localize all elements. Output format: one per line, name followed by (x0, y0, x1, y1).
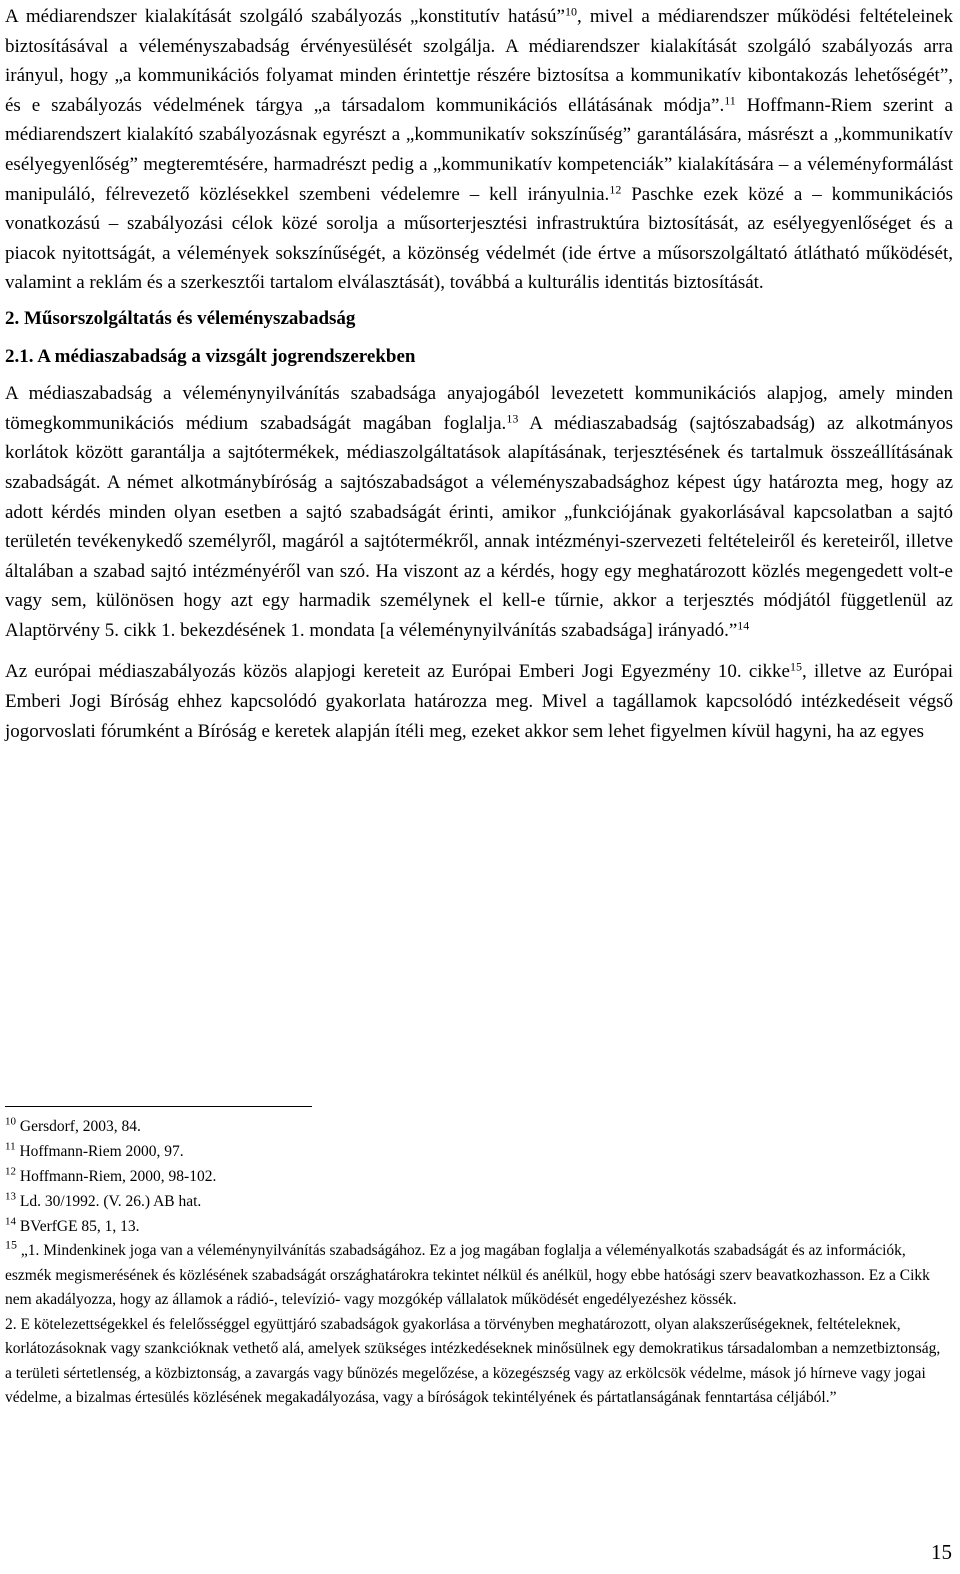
text-run: Az európai médiaszabályozás közös alapjogi kereteit az Európai Emberi Jogi Egyezmény 10. cikke (5, 661, 790, 683)
footnote-number: 11 (5, 1140, 16, 1153)
page-number: 15 (931, 1540, 952, 1564)
footnote-text: BVerfGE 85, 1, 13. (19, 1218, 140, 1235)
text-run: Hoffmann-Riem szerint a médiarendszert kialakító szabályozásnak egyrészt a „kommunikatív sokszínűség” garantálására, másrészt a „kommunikatív esélyegyenlőség” megteremtésére, harmadrészt pedig a „kommunikatív kompetenciák” kialakítására – a véleményformálást manipuláló, félrevezető közlésekkel szembeni védelemre – kell irányulnia. (5, 94, 953, 205)
footnote-text: „1. Mindenkinek joga van a véleménynyilvánítás szabadságához. Ez a jog magában foglalja a véleményalkotás szabadságát és az információk, eszmék megismerésének és közlésének szabadságát országhatárokra tekintet nélkül és anélkül, hogy ebbe hatósági szerv beavatkozhasson. Ez a Cikk nem akadályozza, hogy az államok a rádió-, televízió- vagy mozgókép vállalatok működését engedélyezéshez kössék. (5, 1242, 930, 1308)
section-heading: 2. Műsorszolgáltatás és véleményszabadság (5, 307, 356, 329)
text-run: Paschke ezek közé a – kommunikációs vonatkozású – szabályozási célok közé sorolja a műsorterjesztési infrastruktúra biztosítását, az esélyegyenlőséget és a piacok nyitottságát, a vélemények sokszínűségét, a közönség védelmét (ide értve a műsorszolgáltató átlátható működését, valamint a reklám és a szerkesztői tartalom elválasztását), továbbá a kulturális identitás biztosítását. (5, 183, 954, 294)
footnote-ref-11[interactable]: 11 (724, 93, 736, 108)
text-run: , illetve az Európai Emberi Jogi Bíróság ehhez kapcsolódó gyakorlata határozza meg. Mivel a tagállamok kapcsolódó intézkedéseit végső jogorvoslati fórumként a Bíróság e keretek alapján ítéli meg, ezeket akkor sem lehet figyelmen kívül hagyni, ha az egyes (5, 661, 953, 742)
footnote-12 (5, 1164, 951, 1189)
text-run: A médiaszabadság (sajtószabadság) az alkotmányos korlátok között garantálja a sajtótermékek, médiaszolgáltatások alapításának, terjesztésének és tartalmuk összeállításának szabadságát. A német alkotmánybíróság a sajtószabadságot a véleményszabadsághoz képest úgy határozta meg, hogy az adott kérdés minden olyan esetben a sajtó szabadságát érinti, amikor „funkciójának gyakorlásával kapcsolatban a sajtó területén tevékenykedő személyről, magáról a sajtótermékről, annak intézményi-szervezeti feltételeiről és kereteiről, illetve általában a szabad sajtó intézményéről van szó. Ha viszont az a kérdés, hogy egy meghatározott közlés megengedett volt-e vagy sem, különösen hogy azt egy harmadik személynek el kell-e tűrnie, akkor a terjesztés módjától függetlenül az Alaptörvény 5. cikk 1. bekezdésének 1. mondata [a véleménynyilvánítás szabadsága] irányadó.” (5, 412, 953, 641)
footnote-number: 15 (5, 1237, 17, 1252)
footnote-separator (5, 1106, 312, 1107)
footnote-number: 12 (5, 1165, 16, 1178)
body-paragraph-media-freedom (5, 379, 953, 645)
footnote-15 (5, 1239, 951, 1313)
footnote-text: Gersdorf, 2003, 84. (19, 1118, 141, 1135)
footnote-ref-15[interactable]: 15 (790, 659, 802, 674)
body-paragraph-european (5, 657, 953, 746)
footnote-13 (5, 1189, 951, 1214)
text-run: A médiaszabadság a véleménynyilvánítás szabadsága anyajogából levezetett kommunikációs alapjog, amely minden tömegkommunikációs médium szabadságát magában foglalja. (5, 383, 953, 434)
footnote-text: Ld. 30/1992. (V. 26.) AB hat. (19, 1193, 202, 1210)
footnote-ref-14[interactable]: 14 (737, 618, 750, 633)
footnote-ref-10[interactable]: 10 (564, 4, 577, 19)
text-run: , mivel a médiarendszer működési feltételeinek biztosításával a véleményszabadság érvényesülését szolgálja. A médiarendszer kialakítását szolgáló szabályozás arra irányul, hogy „a kommunikációs folyamat minden érintettje részére biztosítsa a kommunikatív kibontakozás lehetőségét”, és e szabályozás védelmének tárgya „a társadalom kommunikációs ellátásának módja”. (5, 6, 953, 116)
body-paragraph-regulation (5, 2, 953, 298)
document-page (5, 0, 953, 746)
footnote-text: Hoffmann-Riem, 2000, 98-102. (19, 1168, 217, 1185)
footnote-15-part-2: 2. E kötelezettségekkel és felelősséggel együttjáró szabadságok gyakorlása a törvényben meghatározott, olyan alakszerűségeknek, feltételeknek, korlátozásoknak vagy szankcióknak vethető alá, amelyek szükséges intézkedéseknek minősülnek egy demokratikus társadalomban a nemzetbiztonság, a területi sértetlenség, a közbiztonság, a zavargás vagy bűnözés megelőzése, a közegészség vagy az erkölcsök védelme, mások jó hírneve vagy jogai védelme, a bizalmas értesülés közlésének megakadályozása, vagy a bíróságok tekintélyének és pártatlanságának fenntartása céljából.” (5, 1315, 941, 1406)
footnote-ref-12[interactable]: 12 (609, 181, 622, 196)
footnote-number: 13 (5, 1190, 16, 1203)
text-run: A médiarendszer kialakítását szolgáló szabályozás „konstitutív hatású” (5, 6, 565, 27)
footnote-number: 10 (5, 1115, 16, 1128)
footnote-text: Hoffmann-Riem 2000, 97. (19, 1143, 184, 1160)
footnote-ref-13[interactable]: 13 (506, 411, 519, 426)
subsection-heading: 2.1. A médiaszabadság a vizsgált jogrendszerekben (5, 345, 416, 367)
footnote-number: 14 (5, 1215, 16, 1228)
footnote-11 (5, 1139, 951, 1164)
footnote-10 (5, 1114, 951, 1139)
footnote-14 (5, 1214, 951, 1239)
footnotes (5, 1114, 951, 1411)
